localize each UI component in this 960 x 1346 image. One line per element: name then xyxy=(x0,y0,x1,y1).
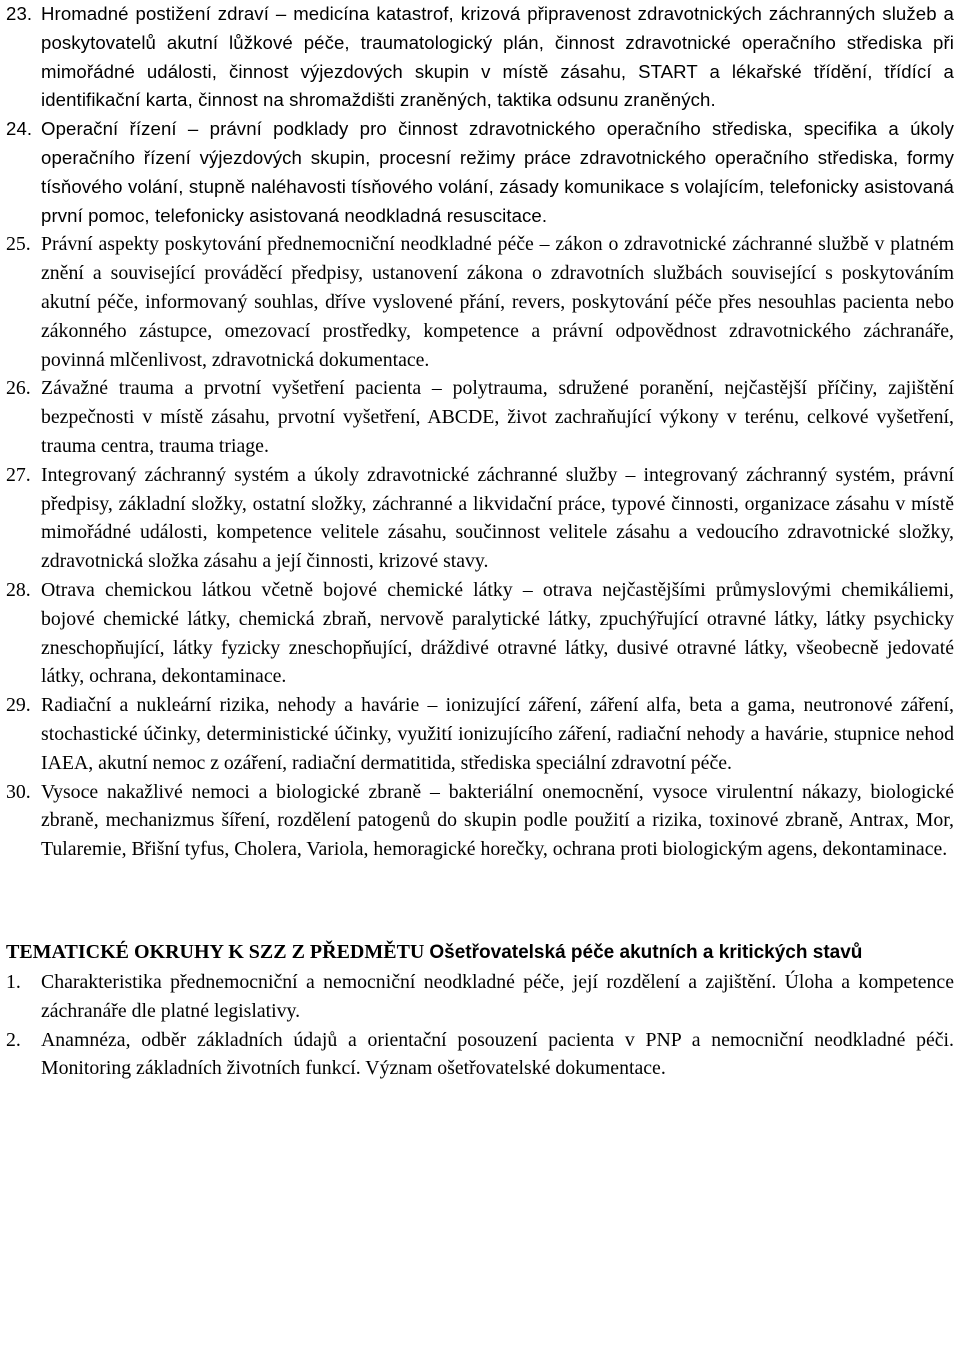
list-item xyxy=(6,0,954,115)
section-heading xyxy=(6,937,954,968)
list-item xyxy=(6,968,954,1026)
item-text: Závažné trauma a prvotní vyšetření pacienta – polytrauma, sdružené poranění, nejčastější příčiny, zajištění bezpečnosti v místě zásahu, prvotní vyšetření, ABCDE, život zachraňující výkony v terénu, celkové vyšetření, trauma centra, trauma triage. xyxy=(41,377,954,457)
list-item xyxy=(6,778,954,864)
heading-subject: Ošetřovatelská péče akutních a kritických stavů xyxy=(429,941,863,963)
heading-title: TEMATICKÉ OKRUHY K SZZ Z PŘEDMĚTU xyxy=(6,940,425,963)
item-number: 28. xyxy=(6,578,31,601)
item-text: Anamnéza, odběr základních údajů a orientační posouzení pacienta v PNP a nemocniční neodkladné péči. Monitoring základních životních funkcí. Význam ošetřovatelské dokumentace. xyxy=(41,1028,954,1080)
item-text: Charakteristika přednemocniční a nemocniční neodkladné péče, její rozdělení a zajištění. Úloha a kompetence záchranáře dle platné legislativy. xyxy=(41,970,954,1022)
item-number: 26. xyxy=(6,377,31,400)
item-text: Vysoce nakažlivé nemoci a biologické zbraně – bakteriální onemocnění, vysoce virulentní nákazy, biologické zbraně, mechanizmus šíření, rozdělení patogenů do skupin podle použití a rizika, toxinové zbraně, Antrax, Mor, Tularemie, Břišní tyfus, Cholera, Variola, hemoragické horečky, ochrana proti biologickým agens, dekontaminace. xyxy=(41,780,954,861)
item-number: 30. xyxy=(6,780,31,803)
item-number: 1. xyxy=(6,970,21,993)
topic-list-continued xyxy=(6,0,954,864)
list-item xyxy=(6,461,954,576)
item-number: 24. xyxy=(6,118,33,140)
item-text: Operační řízení – právní podklady pro činnost zdravotnického operačního střediska, specifika a úkoly operačního řízení výjezdových skupin, procesní režimy práce zdravotnického operačního střediska, formy tísňového volání, stupně naléhavosti tísňového volání, zásady komunikace s volajícím, telefonicky asistovaná první pomoc, telefonicky asistovaná neodkladná resuscitace. xyxy=(41,118,954,226)
item-number: 23. xyxy=(6,3,33,24)
topic-list-new xyxy=(6,968,954,1083)
item-text: Hromadné postižení zdraví – medicína katastrof, krizová připravenost zdravotnických záchranných služeb a poskytovatelů akutní lůžkové péče, traumatologický plán, činnost zdravotnické operačního střediska při mimořádné události, činnost výjezdových skupin v místě zásahu, START a lékařské třídění, třídící a identifikační karta, činnost na shromaždišti zraněných, taktika odsunu zraněných. xyxy=(41,3,954,111)
item-text: Radiační a nukleární rizika, nehody a havárie – ionizující záření, záření alfa, beta a gama, neutronové záření, stochastické účinky, deterministické účinky, využití ionizujícího záření, radiační nehody a havárie, stupnice nehod IAEA, akutní nemoc z ozáření, radiační dermatitida, střediska speciální zdravotní péče. xyxy=(41,694,954,774)
list-item xyxy=(6,691,954,777)
item-text: Otrava chemickou látkou včetně bojové chemické látky – otrava nejčastějšími průmyslovými chemikáliemi, bojové chemické látky, chemická zbraň, nervově paralytické látky, zpuchýřující otravné látky, látky psychicky zneschopňující, látky fyzicky zneschopňující, dráždivé otravné látky, dusivé otravné látky, všeobecně jedovaté látky, ochrana, dekontaminace. xyxy=(41,578,954,688)
item-number: 2. xyxy=(6,1028,21,1051)
item-number: 27. xyxy=(6,463,31,486)
list-item xyxy=(6,115,954,230)
item-text: Integrovaný záchranný systém a úkoly zdravotnické záchranné služby – integrovaný záchranný systém, právní předpisy, základní složky, ostatní složky, záchranné a likvidační práce, typové činnosti, organizace zásahu v místě mimořádné události, kompetence velitele zásahu, součinnost velitele zásahu a vedoucího zdravotnické složky, zdravotnická složka zásahu a její činnosti, krizové stavy. xyxy=(41,463,954,573)
list-item xyxy=(6,1026,954,1084)
list-item xyxy=(6,374,954,460)
item-number: 29. xyxy=(6,694,31,717)
list-item xyxy=(6,576,954,691)
item-number: 25. xyxy=(6,233,31,256)
list-item xyxy=(6,230,954,374)
item-text: Právní aspekty poskytování přednemocniční neodkladné péče – zákon o zdravotnické záchranné službě v platném znění a související prováděcí předpisy, ustanovení zákona o zdravotních službách související s poskytováním akutní péče, informovaný souhlas, dříve vyslovené přání, revers, poskytování péče přes nesouhlas pacienta nebo zákonného zástupce, omezovací prostředky, kompetence a právní odpovědnost zdravotnického záchranáře, povinná mlčenlivost, zdravotnická dokumentace. xyxy=(41,233,954,371)
